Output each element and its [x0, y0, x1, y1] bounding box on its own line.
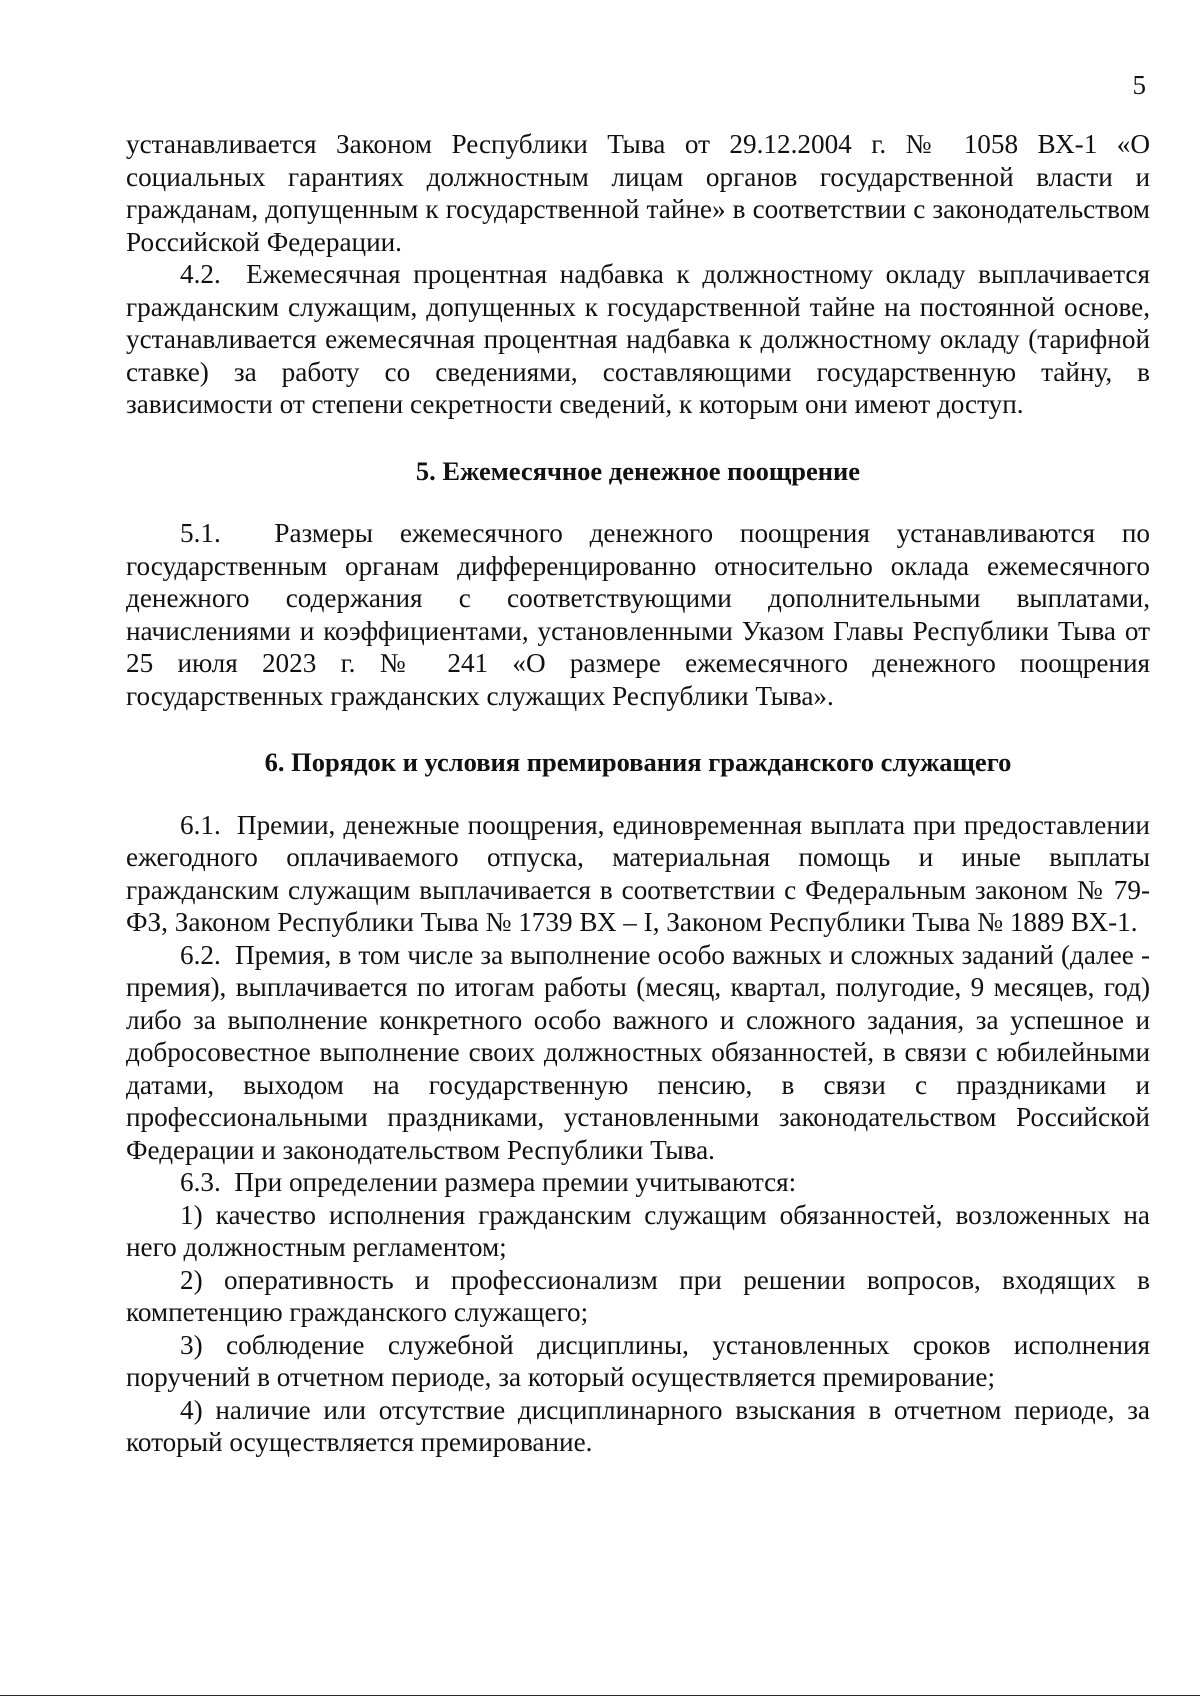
- paragraph-law-reference: устанавливается Законом Республики Тыва от 29.12.2004 г. № 1058 ВХ-1 «О социальных гарантиях должностным лицам органов государственной власти и гражданам, допущенным к государственной тайне» в соответствии с законодательством Российской Федерации.: [126, 129, 1150, 257]
- page-number: 5: [1132, 70, 1146, 100]
- list-item-4: 4) наличие или отсутствие дисциплинарного взыскания в отчетном периоде, за который осуществляется премирование.: [126, 1394, 1150, 1457]
- paragraph-6-3: 6.3. При определении размера премии учитываются:: [180, 1167, 797, 1197]
- list-item-1: 1) качество исполнения гражданским служащим обязанностей, возложенных на него должностным регламентом;: [126, 1199, 1150, 1262]
- paragraph-4-2: 4.2. Ежемесячная процентная надбавка к должностному окладу выплачивается гражданским служащим, допущенных к государственной тайне на постоянной основе, устанавливается ежемесячная процентная надбавка к должностному окладу (тарифной ставке) за работу со сведениями, составляющими государственную тайну, в зависимости от степени секретности сведений, к которым они имеют доступ.: [126, 259, 1150, 419]
- section-6-heading: 6. Порядок и условия премирования гражданского служащего: [264, 747, 1012, 777]
- paragraph-6-2: 6.2. Премия, в том числе за выполнение особо важных и сложных заданий (далее - премия), выплачивается по итогам работы (месяц, квартал, полугодие, 9 месяцев, год) либо за выполнение конкретного особо важного и сложного задания, за успешное и добросовестное выполнение своих должностных обязанностей, в связи с юбилейными датами, выходом на государственную пенсию, в связи с праздниками и профессиональными праздниками, установленными законодательством Российской Федерации и законодательством Республики Тыва.: [126, 939, 1150, 1165]
- paragraph-6-1: 6.1. Премии, денежные поощрения, единовременная выплата при предоставлении ежегодного оплачиваемого отпуска, материальная помощь и иные выплаты гражданским служащим выплачивается в соответствии с Федеральным законом № 79-ФЗ, Законом Республики Тыва № 1739 ВХ – I, Законом Республики Тыва № 1889 ВХ-1.: [126, 809, 1150, 937]
- paragraph-5-1: 5.1. Размеры ежемесячного денежного поощрения устанавливаются по государственным органам дифференцированно относительно оклада ежемесячного денежного содержания с соответствующими дополнительными выплатами, начислениями и коэффициентами, установленными Указом Главы Республики Тыва от 25 июля 2023 г. № 241 «О размере ежемесячного денежного поощрения государственных гражданских служащих Республики Тыва».: [126, 518, 1150, 711]
- list-item-2: 2) оперативность и профессионализм при решении вопросов, входящих в компетенцию гражданского служащего;: [126, 1264, 1150, 1327]
- page-bottom-border: [0, 1695, 1200, 1696]
- list-item-3: 3) соблюдение служебной дисциплины, установленных сроков исполнения поручений в отчетном периоде, за который осуществляется премирование;: [126, 1329, 1150, 1392]
- document-body: [126, 128, 1150, 1459]
- section-5-heading: 5. Ежемесячное денежное поощрение: [415, 455, 861, 486]
